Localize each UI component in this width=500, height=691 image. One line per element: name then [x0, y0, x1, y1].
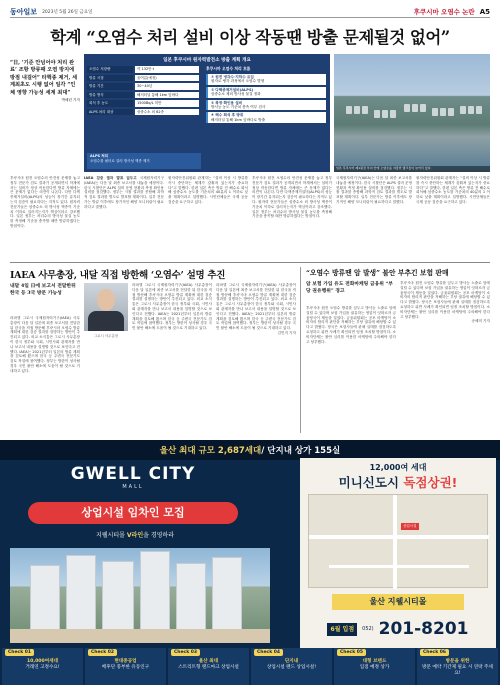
flow-title: 후쿠시마 오염수 처리 흐름: [206, 66, 251, 71]
lead-body-2: [84, 176, 164, 260]
check-strong: 현대중공업: [114, 659, 137, 664]
ad-phone-number[interactable]: 201-8201: [378, 619, 469, 639]
info-key: 방류 기간: [87, 83, 133, 90]
ad-right-head-2b: 독점상권!: [403, 475, 458, 490]
lead-body-6: 원자력안전위원회 관계자는 “설비 이상 시 방류를 즉시 중단하는 체계가 갖춰져 있는지가 중요하다”고 말했다. 한편 일본 측은 방류 전 해수로 희석해 삼중수소 농도를 기준치의 40분의 1 이하로 낮출 계획이라고 설명했다. 시민단체들은 국제 공동 검증을 요구하고 있다.: [416, 176, 490, 204]
ad-sub-b: V라인: [126, 532, 144, 539]
ad-location-panel: [300, 458, 496, 648]
lead-body-5: 국제원자력기구(IAEA)는 다음 달 최종 보고서를 내놓을 예정이다. 한국 시찰단은 ALPS 설비 운영 현황과 측정 확인용 설비를 점검했다. 정부는 시찰 결과를 종합해 과학적 검토 결과를 별도로 발표할 계획이다. 일부 전문가는 방류 이후에도 장기적인 해양 모니터링이 필요하다고 말했다.: [336, 176, 412, 204]
check-strong: 방문을 위한: [445, 659, 470, 664]
check-strong: 대형 브랜드: [362, 659, 387, 664]
check-text: 거래연 고정수요!: [25, 665, 60, 670]
section-divider: [10, 262, 490, 263]
flow-step: [206, 74, 326, 85]
info-key: 방류 방식: [87, 92, 133, 99]
ad-banner: [0, 440, 500, 460]
ad-check-item: [2, 648, 83, 685]
alps-title: ALPS 처리: [90, 154, 109, 158]
infographic-title: 일본 후쿠시마 원자력발전소 방출 계획 개요: [163, 58, 251, 63]
lead-lede: [10, 60, 80, 104]
section-title: 후쿠시마 오염수 논란: [413, 8, 475, 16]
lead-body-3: 원자력안전위원회 관계자는 “설비 이상 시 방류를 즉시 중단하는 체계가 갖춰져 있는지가 중요하다”고 말했다. 한편 일본 측은 방류 전 해수로 희석해 삼중수소 농도를 기준치의 40분의 1 이하로 낮출 계획이라고 설명했다. 시민단체들은 국제 공동 검증을 요구하고 있다.: [168, 176, 248, 204]
info-value: 1500Bq/L 미만: [135, 100, 199, 107]
iaea-body-3: [216, 283, 296, 431]
info-key: 희석 후 농도: [87, 100, 133, 107]
check-tag: Check 06: [420, 649, 449, 656]
ad-check-item: [417, 648, 498, 685]
check-text: 배후단 풍부한 유동인구: [101, 665, 150, 670]
check-strong: 울산 최대: [198, 659, 219, 664]
ad-banner-sub: / 단지내 상가 155실: [261, 446, 341, 456]
issue-date: 2023년 5월 26일 금요일: [42, 9, 93, 15]
ad-sub-c: 을 경영하라: [143, 532, 175, 539]
iaea-headline: IAEA 사무총장, 내달 직접 방한해 ‘오염수’ 설명 추진: [10, 270, 226, 281]
iaea-subhead: 내달 4일 日에 보고서 전달한뒤 한국 등 3국 방문 가능성: [10, 283, 76, 296]
info-key: 방류 시점: [87, 75, 133, 82]
flow-step-label: ② 다핵종제거설비(ALPS): [211, 87, 254, 92]
side-byline: 송혜미 기자: [471, 319, 490, 324]
check-text: 입점 예정 상가: [359, 665, 390, 670]
ad-area-code: 052): [362, 626, 374, 632]
info-key: 오염수 저장량: [87, 66, 133, 73]
ad-sub-a: 지웰시티몰: [95, 532, 127, 539]
newspaper-logo: 동아일보: [10, 7, 38, 16]
alps-note: [87, 153, 201, 169]
ad-headline: 상업시설 임차인 모집: [28, 502, 238, 524]
ad-right-heading: [300, 462, 496, 491]
ad-checklist: [0, 648, 500, 685]
lede-text: “日, ‘기준 안넘어야 처리 완료’ 조항 방류때 오염 방지에 방점 내걸어” 타핵종 제거, 세계최초도 시행 없어 일각 “인체 영향 가능성 세계 최대”: [10, 60, 78, 96]
ad-right-head-1: 12,000여 세대: [369, 463, 427, 472]
flow-step-desc: 해저터널 통해 1km 앞바다로 방출: [211, 117, 266, 122]
location-map: [308, 494, 488, 588]
lead-body-1: 후쿠시마 원전 오염수의 안전성 문제를 놓고 정부 전문가 검토 결과가 공개되면서 학계에서는 설비가 정상 작동한다면 방류 자체에는 큰 문제가 없다는 의견이 나온다. 다만 다핵종제거설비(ALPS)의 성능이 장기간 유지되는지 검증이 필요하다는 지적도 있다. 원자력 전문가들은 삼중수소 외 방사성 핵종이 기준치 이하로 걸러지는지가 핵심이라고 강조했다. 일본 정부는 처리수의 방사성 물질 농도를 측정해 기준을 충족할 때만 방류하겠다는 방침이다.: [10, 176, 80, 228]
side-body-2-text: 후쿠시마 원전 오염수 방류를 앞두고 방사능 노출로 암에 걸릴 수 있다며 보험 가입을 권유하는 영업이 잇따르자 금융당국이 제동을 걸었다. 금융위원회는 공포 마케팅이 소비자의 합리적 판단을 저해하는 부당 권유에 해당할 수 있다고 밝혔다. 당국은 보험사들에 판매 실태를 점검하도록 요청하고 위반 사례가 확인되면 엄정 조치할 방침이다. 소비자단체는 불안 심리를 이용한 마케팅에 주의해야 한다고 당부했다.: [400, 281, 490, 319]
iaea-byline: 김민지 기자: [277, 330, 296, 335]
advertisement[interactable]: [0, 440, 500, 685]
page-number: A5: [479, 7, 490, 16]
check-tag: Check 01: [5, 649, 34, 656]
info-value: 해저터널 통해 1km 앞바다: [135, 92, 199, 99]
lede-byline: 박혜린 기자: [61, 98, 80, 103]
iaea-body-1: 라파엘 그로시 국제원자력기구(IAEA) 사무총장이 다음 달 일본에 최종 보고서를 전달한 뒤 한국을 직접 방문해 후쿠시마 오염수 방류 계획에 대한 검증 결과를 설명하는 방안이 추진되고 있다. 외교 소식통은 그로시 사무총장이 한국 정부와 국회, 시민사회 관계자를 만나 보고서 내용을 설명할 것으로 보인다고 전했다. IAEA는 2021년부터 일본의 방류 계획을 검토해 왔으며 한국 등 주변국 전문가도 검토 작업에 참여했다. 정부는 방한이 성사될 경우 국민 불안 해소에 도움이 될 것으로 기대하고 있다.: [10, 316, 80, 373]
infographic: [84, 54, 330, 172]
lead-body-2-text: 국제원자력기구(IAEA)는 다음 달 최종 보고서를 내놓을 예정이다. 한국 시찰단은 ALPS 설비 운영 현황과 측정 확인용 설비를 점검했다. 정부는 시찰 결과를 종합해 과학적 검토 결과를 별도로 발표할 계획이다. 일부 전문가는 방류 이후에도 장기적인 해양 모니터링이 필요하다고 말했다.: [84, 176, 164, 209]
flow-step: [206, 100, 326, 111]
check-text: 상업시설 랜드 상업시설!: [266, 665, 317, 670]
portrait-caption: 그로시 사무총장: [93, 334, 118, 338]
info-value: 올여름(예정): [135, 75, 199, 82]
info-value: 약 132만 t: [135, 66, 199, 73]
side-body-1: 후쿠시마 원전 오염수 방류를 앞두고 방사능 노출로 암에 걸릴 수 있다며 보험 가입을 권유하는 영업이 잇따르자 금융당국이 제동을 걸었다. 금융위원회는 공포 마케팅이 소비자의 합리적 판단을 저해하는 부당 권유에 해당할 수 있다고 밝혔다. 당국은 보험사들에 판매 실태를 점검하도록 요청하고 위반 사례가 확인되면 엄정 조치할 방침이다. 소비자단체는 불안 심리를 이용한 마케팅에 주의해야 한다고 당부했다.: [306, 306, 396, 344]
lead-headline: 학계 “오염수 처리 설비 이상 작동땐 방출 문제될것 없어”: [50, 28, 450, 47]
flow-step: [206, 87, 326, 98]
ad-banner-main: 울산 최대 규모 2,687세대: [159, 446, 262, 456]
ad-check-item: [168, 648, 249, 685]
building-rendering: [10, 548, 270, 643]
side-body-2: [400, 281, 490, 431]
check-tag: Check 03: [171, 649, 200, 656]
ad-check-item: [85, 648, 166, 685]
ad-city-label: 울산 지웰시티몰: [332, 594, 464, 610]
flow-step-desc: 삼중수소 제외 방사성 물질 정화: [211, 92, 261, 97]
plant-aerial-photo: [334, 54, 490, 172]
process-flow: [206, 66, 326, 125]
ad-brand-sub: MALL: [122, 484, 144, 490]
ad-subline: [50, 530, 220, 542]
check-strong: 단지내: [284, 659, 299, 664]
ad-open-month: 6월 입점: [327, 623, 357, 636]
flow-step-desc: 방사능 농도 기준치 충족 여부 검사: [211, 105, 266, 110]
check-tag: Check 05: [337, 649, 366, 656]
side-headline: “오염수 방류땐 암 발생” 불안 부추긴 보험 판매: [306, 269, 449, 277]
check-text: 방문 예약 기간제 필요 시 연락 주세요!: [422, 665, 493, 676]
photo-caption: 일본 후쿠시마 제1원전 부지 안에 오염수를 저장한 탱크들이 늘어서 있다.: [334, 166, 490, 172]
grossi-portrait: [84, 283, 128, 331]
flow-step: [206, 112, 326, 123]
check-tag: Check 02: [88, 649, 117, 656]
lead-subhead: IAEA 검증 결과 발표 앞두고: [84, 176, 137, 180]
info-key: ALPS 처리 대상: [87, 109, 133, 116]
ad-contact[interactable]: [308, 614, 488, 644]
masthead: [10, 6, 490, 18]
alps-text: 오염수를 필터로 걸러 방사성 핵종 제거: [90, 158, 150, 163]
check-tag: Check 04: [254, 649, 283, 656]
column-divider: [300, 267, 301, 433]
flow-step-label: ④ 해수 희석 후 방류: [211, 113, 244, 118]
flow-step-desc: 원자로 냉각 과정에서 오염수 발생: [211, 79, 265, 84]
flow-step-label: ① 원전 냉각수·지하수 유입: [211, 75, 254, 79]
side-subhead: 암 보험 가입 유도 전화마케팅 금융위 “부당 권유행위” 경고: [306, 281, 393, 294]
info-value: 삼중수소 외 62종: [135, 109, 199, 116]
iaea-body-2: 라파엘 그로시 국제원자력기구(IAEA) 사무총장이 다음 달 일본에 최종 보고서를 전달한 뒤 한국을 직접 방문해 후쿠시마 오염수 방류 계획에 대한 검증 결과를 설명하는 방안이 추진되고 있다. 외교 소식통은 그로시 사무총장이 한국 정부와 국회, 시민사회 관계자를 만나 보고서 내용을 설명할 것으로 보인다고 전했다. IAEA는 2021년부터 일본의 방류 계획을 검토해 왔으며 한국 등 주변국 전문가도 검토 작업에 참여했다. 정부는 방한이 성사될 경우 국민 불안 해소에 도움이 될 것으로 기대하고 있다.: [132, 283, 212, 331]
iaea-body-3-text: 라파엘 그로시 국제원자력기구(IAEA) 사무총장이 다음 달 일본에 최종 보고서를 전달한 뒤 한국을 직접 방문해 후쿠시마 오염수 방류 계획에 대한 검증 결과를 설명하는 방안이 추진되고 있다. 외교 소식통은 그로시 사무총장이 한국 정부와 국회, 시민사회 관계자를 만나 보고서 내용을 설명할 것으로 보인다고 전했다. IAEA는 2021년부터 일본의 방류 계획을 검토해 왔으며 한국 등 주변국 전문가도 검토 작업에 참여했다. 정부는 방한이 성사될 경우 국민 불안 해소에 도움이 될 것으로 기대하고 있다.: [216, 283, 296, 331]
ad-brand-logo: GWELL CITY: [70, 464, 196, 484]
flow-step-label: ③ 측정·확인용 설비: [211, 100, 243, 105]
check-text: 스트리트형 랜드마크 상업시설: [178, 665, 239, 670]
info-value: 30~40년: [135, 83, 199, 90]
ad-check-item: [251, 648, 332, 685]
map-lot-marker: 상업시설: [403, 524, 417, 528]
check-strong: 10,000여세대: [26, 659, 59, 664]
lead-body-4: 후쿠시마 원전 오염수의 안전성 문제를 놓고 정부 전문가 검토 결과가 공개되면서 학계에서는 설비가 정상 작동한다면 방류 자체에는 큰 문제가 없다는 의견이 나온다. 다만 다핵종제거설비(ALPS)의 성능이 장기간 유지되는지 검증이 필요하다는 지적도 있다. 원자력 전문가들은 삼중수소 외 방사성 핵종이 기준치 이하로 걸러지는지가 핵심이라고 강조했다. 일본 정부는 처리수의 방사성 물질 농도를 측정해 기준을 충족할 때만 방류하겠다는 방침이다.: [252, 176, 332, 219]
ad-check-item: [334, 648, 415, 685]
ad-right-head-2a: 미니신도시: [338, 475, 404, 490]
